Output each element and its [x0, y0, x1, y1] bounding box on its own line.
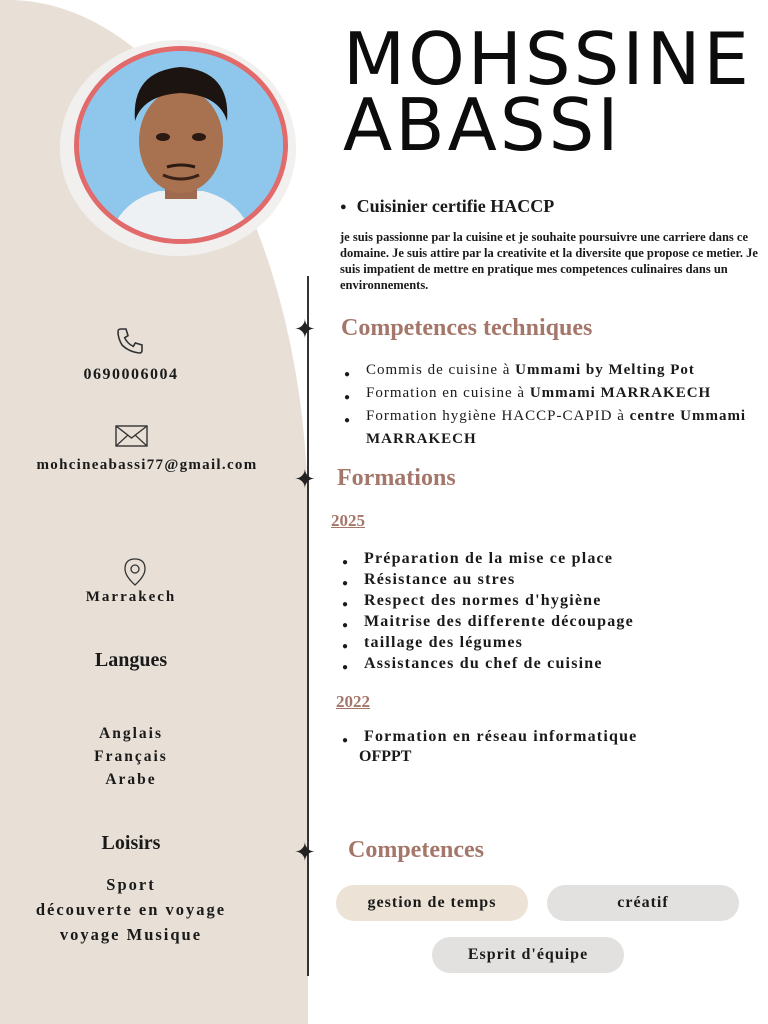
location-pin-icon [123, 557, 147, 587]
hobbies-title: Loisirs [101, 832, 161, 854]
list-item: ● Respect des normes d'hygiène [342, 590, 742, 611]
list-item: ● Maitrise des differente découpage [342, 611, 742, 632]
skill-pill: Esprit d'équipe [432, 937, 624, 973]
skills-title: Competences [348, 837, 484, 863]
list-item: ● taillage des légumes [342, 632, 742, 653]
job-title: ● Cuisinier certifie HACCP [340, 196, 554, 217]
location-text: Marrakech [85, 589, 177, 605]
formation-list-2022 [342, 726, 742, 747]
hobby-item: Sport [106, 875, 156, 894]
year-label: 2025 [331, 511, 365, 530]
phone-icon [114, 325, 146, 357]
hobbies-list [0, 872, 262, 947]
hobby-item: découverte en voyage [35, 900, 227, 919]
profile-summary: je suis passionne par la cuisine et je souhaite poursuivre une carriere dans ce domaine. Je suis attire par la creativite et la diversite que propose ce metier. Je suis impatient de mettre en pratique mes competences culinaires dans un environnements. [340, 230, 758, 292]
skill-pill: gestion de temps [336, 885, 528, 921]
sparkle-icon: ✦ [294, 465, 316, 494]
technical-skills-title: Competences techniques [341, 315, 593, 341]
first-name: MOHSSINE [343, 17, 752, 101]
list-item: ● Commis de cuisine à Ummami by Melting Pot [344, 359, 764, 382]
languages-list [0, 722, 262, 791]
language-item: Anglais [99, 725, 163, 742]
list-item: ● Formation en cuisine à Ummami MARRAKECH [344, 382, 764, 405]
list-item: ● Résistance au stres [342, 569, 742, 590]
avatar [74, 46, 288, 244]
hobby-item: voyage Musique [59, 925, 203, 944]
phone-number: 0690006004 [83, 366, 179, 383]
timeline-line [307, 276, 309, 976]
email-address: mohcineabassi77@gmail.com [36, 457, 258, 473]
languages-title: Langues [94, 649, 168, 671]
list-item: ● Formation hygiène HACCP-CAPID à centre Ummami MARRAKECH [344, 405, 764, 451]
language-item: Français [94, 748, 168, 765]
mail-icon [115, 425, 148, 447]
sparkle-icon: ✦ [294, 315, 316, 344]
list-item: ● Préparation de la mise ce place [342, 548, 742, 569]
formation-list-2025 [342, 548, 742, 674]
last-name: ABASSI [343, 83, 622, 167]
formations-title: Formations [337, 465, 456, 491]
year-label: 2022 [336, 692, 370, 711]
formation-institution: OFPPT [359, 748, 412, 765]
list-item: ● Formation en réseau informatique [342, 726, 742, 747]
portrait-illustration [79, 51, 283, 239]
skill-pill: créatif [547, 885, 739, 921]
language-item: Arabe [105, 771, 157, 788]
technical-skills-list [344, 359, 764, 451]
sparkle-icon: ✦ [294, 838, 316, 867]
full-name [343, 17, 752, 167]
list-item: ● Assistances du chef de cuisine [342, 653, 742, 674]
